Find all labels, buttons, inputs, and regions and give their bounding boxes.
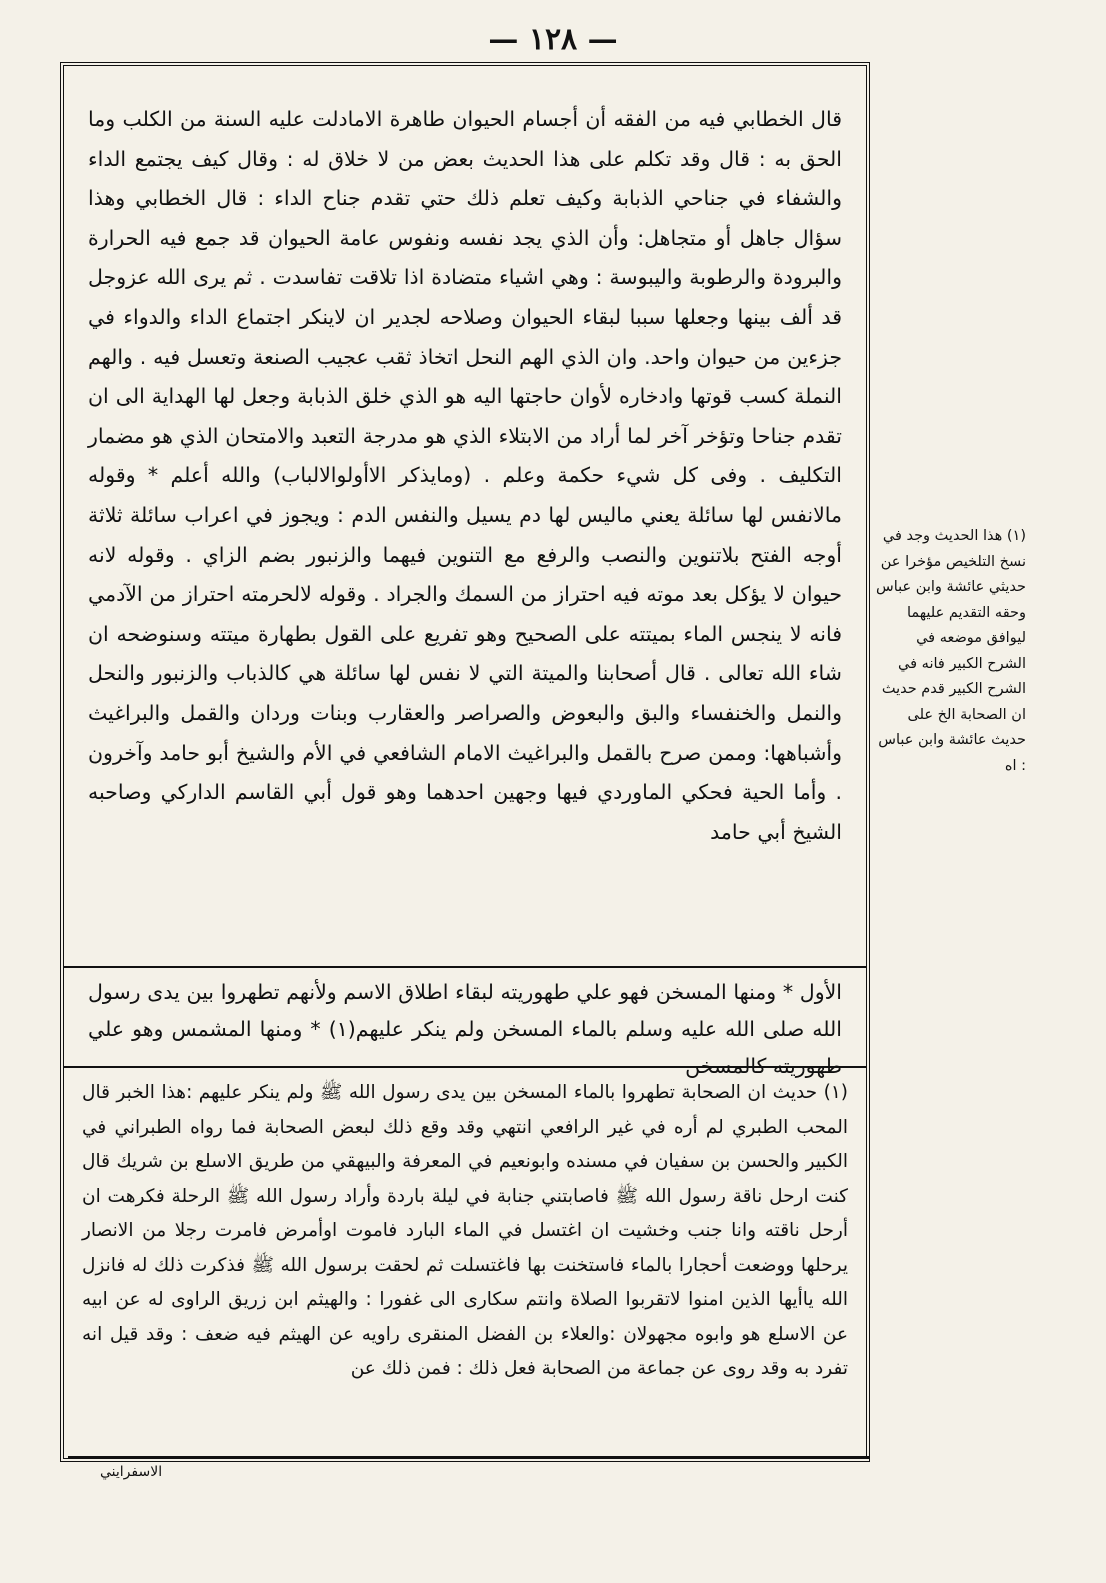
margin-note: (١) هذا الحديث وجد في نسخ التلخيص مؤخرا عن حديثي عائشة وابن عباس وحقه التقديم عليهما ليوافق موضعه في الشرح الكبير فانه في الشرح الكبير قدم حديث ان الصحابة الخ على حديث عائشة وابن عباس : اه [876,528,1026,774]
main-text: قال الخطابي فيه من الفقه أن أجسام الحيوان طاهرة الامادلت عليه السنة من الكلب وما الحق به : قال وقد تكلم على هذا الحديث بعض من لا خلاق له : وقال كيف يجتمع الداء والشفاء في جناحي الذبابة وكيف تعلم ذلك حتي تقدم جناح الداء : قال الخطابي وهذا سؤال جاهل أو متجاهل: وأن الذي يجد نفسه ونفوس عامة الحيوان قد جمع فيه الحرارة والبرودة والرطوبة واليبوسة : وهي اشياء متضادة اذا تلاقت تفاسدت . ثم يرى الله عزوجل قد ألف بينها وجعلها سببا لبقاء الحيوان وصلاحه لجدير ان لاينكر اجتماع الداء والدواء في جزءين من حيوان واحد. وان الذي الهم النحل اتخاذ ثقب عجيب الصنعة وتعسل فيه . والهم النملة كسب قوتها وادخاره لأوان حاجتها اليه هو الذي خلق الذبابة وجعل لها الهداية الى ان تقدم جناحا وتؤخر آخر لما أراد من الابتلاء الذي هو مدرجة التعبد والامتحان الذي هو مضمار التكليف . وفى كل شيء حكمة وعلم . (ومايذكر الاأولوالالباب) والله أعلم * وقوله مالانفس لها سائلة يعني ماليس لها دم يسيل والنفس الدم : ويجوز في اعراب سائلة ثلاثة أوجه الفتح بلاتنوين والنصب والرفع مع التنوين فيهما والزنبور بضم الزاي . وقوله لانه حيوان لا يؤكل بعد موته فيه احتراز من السمك والجراد . وقوله لالحرمته احتراز من الآدمي فانه لا ينجس الماء بميتته على الصحيح وهو تفريع على القول بطهارة ميتته وسنوضحه ان شاء الله تعالى . قال أصحابنا والميتة التي لا نفس لها سائلة هي كالذباب والزنبور والنحل والنمل والخنفساء والبق والبعوض والصراصر والعقارب وبنات وردان والقمل والبراغيث وأشباهها: وممن صرح بالقمل والبراغيث الامام الشافعي في الأم والشيخ أبو حامد وآخرون . وأما الحية فحكي الماوردي فيها وجهين احدهما وهو قول أبي القاسم الداركي وصاحبه الشيخ أبي حامد [88,107,842,844]
commentary-text: الأول * ومنها المسخن فهو علي طهوريته لبقاء اطلاق الاسم ولأنهم تطهروا بين يدى رسول الله صلى الله عليه وسلم بالماء المسخن ولم ينكر عليهم(١) * ومنها المشمس وهو علي طهوريته كالمسخن [88,980,842,1078]
page-number: — ١٢٨ — [488,22,618,57]
page-frame [60,62,870,1462]
footnote-divider [64,1066,866,1068]
bottom-rule [68,1456,870,1459]
footnote-text: (١) حديث ان الصحابة تطهروا بالماء المسخن بين يدى رسول الله ﷺ ولم ينكر عليهم :هذا الخبر قال المحب الطبري لم أره في غير الرافعي انتهي وقد وقع ذلك لبعض الصحابة فما رواه الطبراني في الكبير والحسن بن سفيان في مسنده وابونعيم في المعرفة والبيهقي من طريق الاسلع بن شريك قال كنت ارحل ناقة رسول الله ﷺ فاصابتني جنابة في ليلة باردة وأراد رسول الله ﷺ الرحلة فكرهت ان أرحل ناقته وانا جنب وخشيت ان اغتسل في الماء البارد فاموت اوأمرض فامرت رجلا من الانصار يرحلها ووضعت أحجارا بالماء فاستخنت بها فاغتسلت ثم لحقت برسول الله ﷺ فذكرت ذلك له فانزل الله ياأيها الذين امنوا لاتقربوا الصلاة وانتم سكارى الى غفورا : والهيثم ابن زريق الراوى له عن ابيه عن الاسلع هو وابوه مجهولان :والعلاء بن الفضل المنقرى راويه عن الهيثم فيه ضعف : وقد قيل انه تفرد به وقد روى عن جماعة من الصحابة فعل ذلك : فمن ذلك عن [82,1082,848,1379]
main-commentary-divider [64,966,866,968]
catchword: الاسفرايني [100,1464,163,1480]
